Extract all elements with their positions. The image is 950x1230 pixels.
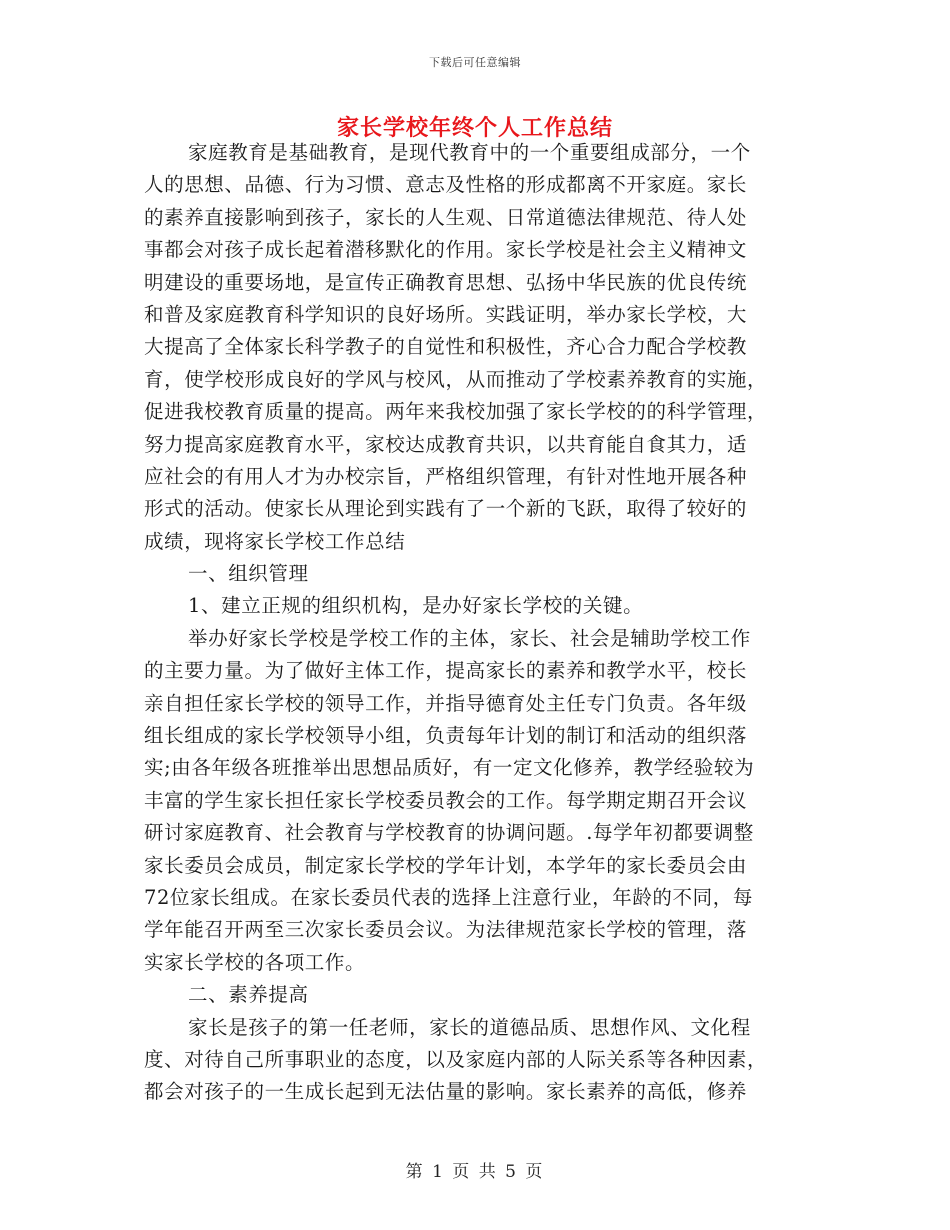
text-line: 明建设的重要场地，是宣传正确教育思想、弘扬中华民族的优良传统: [144, 270, 748, 294]
text-line: 应社会的有用人才为办校宗旨，严格组织管理，有针对性地开展各种: [144, 464, 748, 488]
text-line: 实家长学校的各项工作。: [144, 950, 366, 974]
text-line: 学年能召开两至三次家长委员会议。为法律规范家长学校的管理，落: [144, 918, 748, 942]
text-line: 举办好家长学校是学校工作的主体，家长、社会是辅助学校工作: [188, 626, 751, 650]
text-line: 促进我校教育质量的提高。两年来我校加强了家长学校的的科学管理，: [144, 400, 768, 424]
text-line: 家长是孩子的第一任老师，家长的道德品质、思想作风、文化程: [188, 1015, 751, 1039]
page-footer: 第 1 页 共 5 页: [405, 1162, 545, 1182]
text-line: 亲自担任家长学校的领导工作，并指导德育处主任专门负责。各年级: [144, 691, 748, 715]
text-line: 成绩，现将家长学校工作总结: [144, 529, 406, 553]
text-line: 研讨家庭教育、社会教育与学校教育的协调问题。.每学年初都要调整: [144, 821, 754, 845]
text-line: 72位家长组成。在家长委员代表的选择上注意行业，年龄的不同，每: [144, 885, 753, 909]
text-line: 的主要力量。为了做好主体工作，提高家长的素养和教学水平，校长: [144, 659, 748, 683]
text-line: 组长组成的家长学校领导小组，负责每年计划的制订和活动的组织落: [144, 724, 748, 748]
text-line: 事都会对孩子成长起着潜移默化的作用。家长学校是社会主义精神文: [144, 238, 748, 262]
text-line: 度、对待自己所事职业的态度，以及家庭内部的人际关系等各种因素，: [144, 1047, 768, 1071]
document-body: [144, 137, 808, 1109]
text-line: 努力提高家庭教育水平，家校达成教育共识，以共育能自食其力，适: [144, 432, 748, 456]
text-line: 家长委员会成员，制定家长学校的学年计划，本学年的家长委员会由: [144, 853, 748, 877]
text-line: 形式的活动。使家长从理论到实践有了一个新的飞跃，取得了较好的: [144, 497, 748, 521]
text-line: 1、建立正规的组织机构，是办好家长学校的关键。: [188, 594, 644, 618]
text-line: 的素养直接影响到孩子，家长的人生观、日常道德法律规范、待人处: [144, 205, 748, 229]
text-line: 丰富的学生家长担任家长学校委员教会的工作。每学期定期召开会议: [144, 788, 748, 812]
header-note: 下载后可任意编辑: [429, 56, 521, 69]
text-line: 大提高了全体家长科学教子的自觉性和积极性，齐心合力配合学校教: [144, 335, 748, 359]
text-line: 育，使学校形成良好的学风与校风，从而推动了学校素养教育的实施，: [144, 367, 768, 391]
text-line: 一、组织管理: [188, 562, 309, 586]
text-line: 都会对孩子的一生成长起到无法估量的影响。家长素养的高低，修养: [144, 1080, 748, 1104]
text-line: 家庭教育是基础教育，是现代教育中的一个重要组成部分，一个: [188, 141, 751, 164]
document-title: 家长学校年终个人工作总结: [336, 115, 613, 141]
text-line: 二、素养提高: [188, 983, 309, 1007]
text-line: 实;由各年级各班推举出思想品质好，有一定文化修养，教学经验较为: [144, 756, 755, 780]
text-line: 和普及家庭教育科学知识的良好场所。实践证明，举办家长学校，大: [144, 302, 748, 326]
text-line: 人的思想、品德、行为习惯、意志及性格的形成都离不开家庭。家长: [144, 173, 748, 197]
